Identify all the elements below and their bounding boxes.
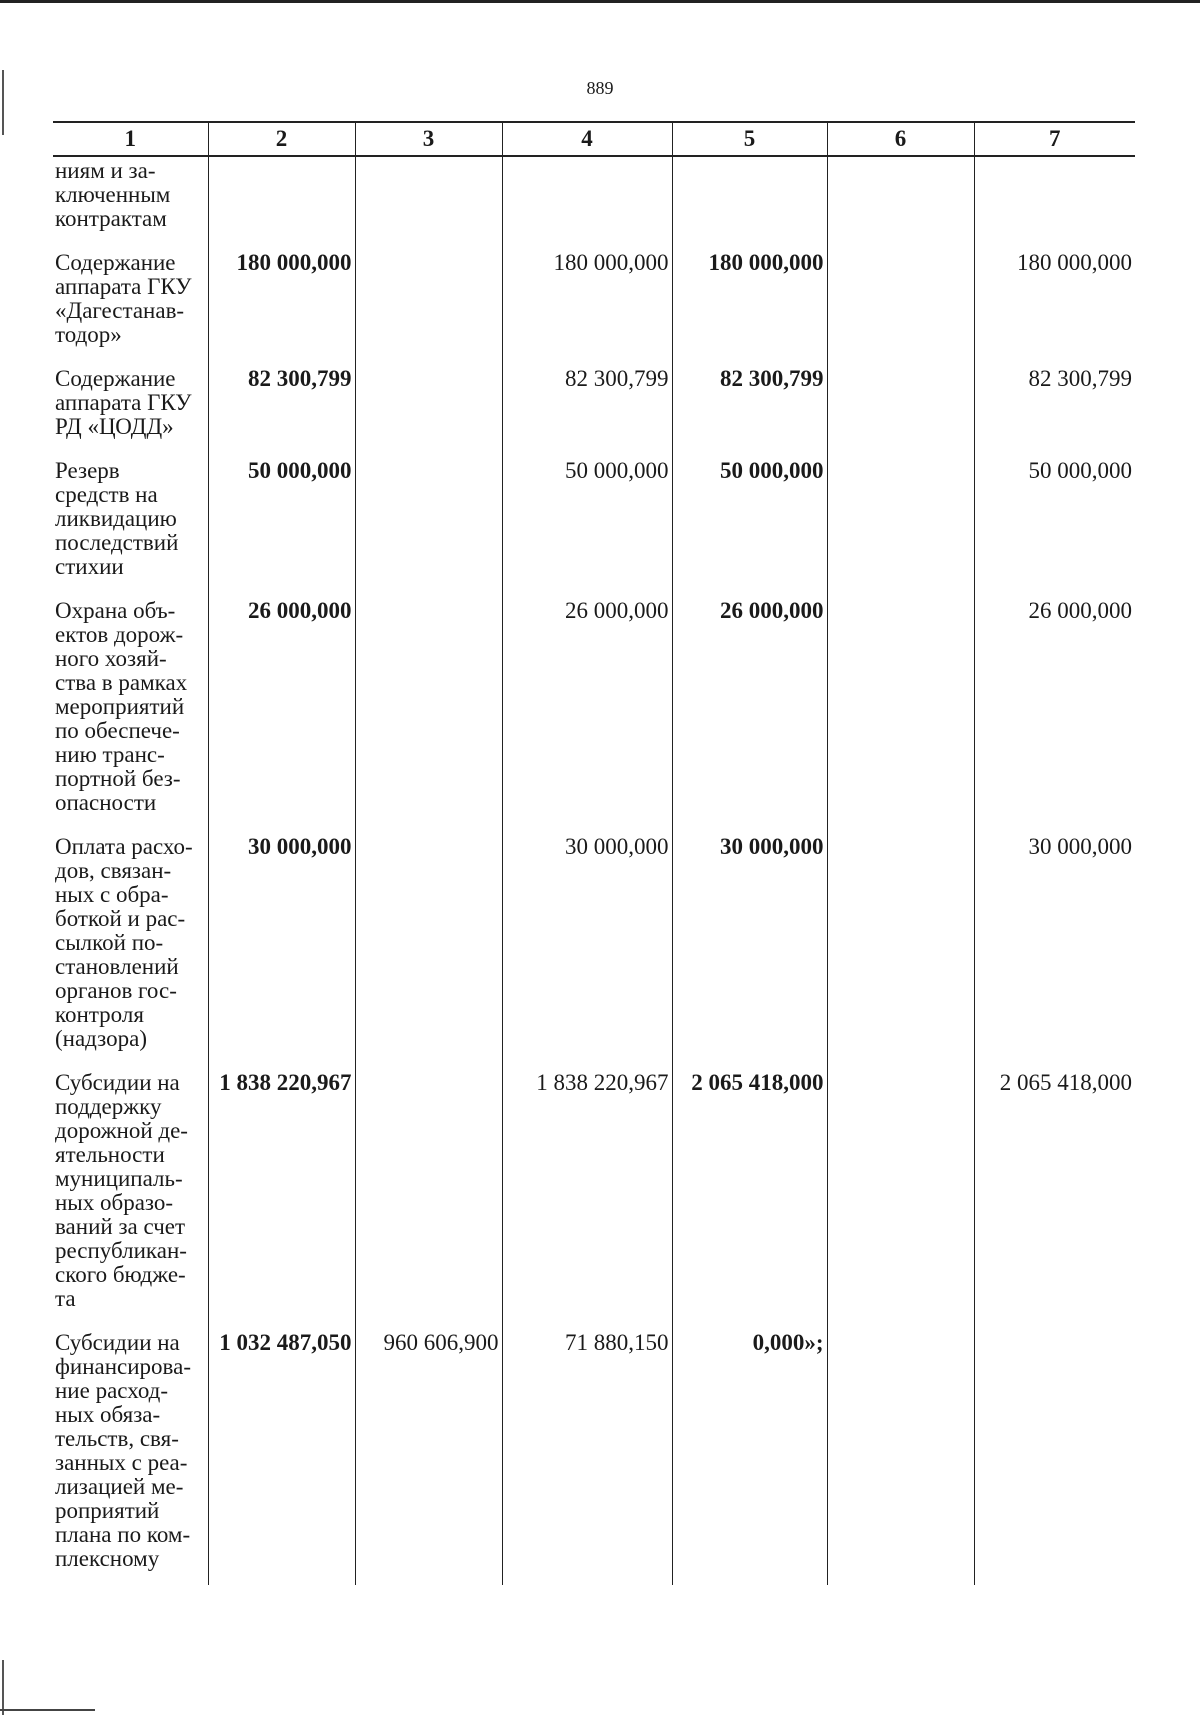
row-item-name: Оплата расхо- дов, связан- ных с обра- боткой и рас- сылкой по- становлений органов гос- контроля (надзора) (55, 834, 193, 1051)
cell-col-3 (355, 593, 502, 829)
table-header-row (53, 122, 1135, 156)
cell-col-6 (827, 245, 974, 361)
cell-col-2: 1 032 487,050 (208, 1325, 355, 1585)
column-header: 1 (53, 122, 208, 156)
cell-col-6 (827, 361, 974, 453)
cell-col-2: 1 838 220,967 (208, 1065, 355, 1325)
row-item-name: ниям и за- ключенным контрактам (55, 158, 171, 231)
page-bottom-edge (0, 1709, 95, 1711)
cell-col-5: 180 000,000 (672, 245, 827, 361)
page-top-edge (0, 0, 1200, 3)
cell-col-2 (208, 156, 355, 245)
cell-col-2: 30 000,000 (208, 829, 355, 1065)
cell-col-7: 30 000,000 (974, 829, 1135, 1065)
cell-col-4: 82 300,799 (502, 361, 672, 453)
cell-col-7: 2 065 418,000 (974, 1065, 1135, 1325)
cell-col-5: 0,000»; (672, 1325, 827, 1585)
cell-col-4: 50 000,000 (502, 453, 672, 593)
cell-col-5 (672, 156, 827, 245)
column-header: 7 (974, 122, 1135, 156)
cell-col-6 (827, 156, 974, 245)
table-row (53, 453, 1135, 593)
cell-col-5: 26 000,000 (672, 593, 827, 829)
cell-col-4 (502, 156, 672, 245)
cell-col-3 (355, 361, 502, 453)
row-item-name: Субсидии на поддержку дорожной де- ятельности муниципаль- ных образо- ваний за счет республикан- ского бюдже- та (55, 1070, 188, 1311)
cell-col-5: 50 000,000 (672, 453, 827, 593)
column-header: 5 (672, 122, 827, 156)
cell-col-3 (355, 1065, 502, 1325)
cell-col-7 (974, 1325, 1135, 1585)
row-item-name: Содержание аппарата ГКУ РД «ЦОДД» (55, 366, 192, 439)
table-row (53, 156, 1135, 245)
cell-col-4: 26 000,000 (502, 593, 672, 829)
cell-col-7: 82 300,799 (974, 361, 1135, 453)
cell-col-7: 180 000,000 (974, 245, 1135, 361)
table-row (53, 361, 1135, 453)
page-number: 889 (586, 78, 614, 98)
cell-col-2: 50 000,000 (208, 453, 355, 593)
column-header: 3 (355, 122, 502, 156)
cell-col-2: 26 000,000 (208, 593, 355, 829)
row-item-name: Охрана объ- ектов дорож- ного хозяй- ства в рамках мероприятий по обеспече- нию транс- портной без- опасности (55, 598, 188, 815)
scan-left-mark (2, 70, 4, 135)
cell-col-3 (355, 829, 502, 1065)
cell-col-5: 2 065 418,000 (672, 1065, 827, 1325)
cell-col-3 (355, 245, 502, 361)
cell-col-2: 82 300,799 (208, 361, 355, 453)
cell-col-4: 1 838 220,967 (502, 1065, 672, 1325)
table-row (53, 1065, 1135, 1325)
cell-col-3: 960 606,900 (355, 1325, 502, 1585)
cell-col-5: 82 300,799 (672, 361, 827, 453)
cell-col-4: 71 880,150 (502, 1325, 672, 1585)
cell-col-4: 180 000,000 (502, 245, 672, 361)
cell-col-7 (974, 156, 1135, 245)
column-header: 2 (208, 122, 355, 156)
column-header: 6 (827, 122, 974, 156)
table-row (53, 593, 1135, 829)
row-item-name: Субсидии на финансирова- ние расход- ных обяза- тельств, свя- занных с реа- лизацией ме- роприятий плана по ком- плексному (55, 1330, 191, 1571)
cell-col-6 (827, 1065, 974, 1325)
cell-col-7: 26 000,000 (974, 593, 1135, 829)
row-item-name: Резерв средств на ликвидацию последствий стихии (55, 458, 179, 579)
cell-col-6 (827, 593, 974, 829)
table-row (53, 1325, 1135, 1585)
cell-col-6 (827, 1325, 974, 1585)
cell-col-2: 180 000,000 (208, 245, 355, 361)
cell-col-4: 30 000,000 (502, 829, 672, 1065)
row-item-name: Содержание аппарата ГКУ «Дагестанав- тодор» (55, 250, 192, 347)
cell-col-7: 50 000,000 (974, 453, 1135, 593)
cell-col-3 (355, 453, 502, 593)
table-row (53, 245, 1135, 361)
cell-col-5: 30 000,000 (672, 829, 827, 1065)
table-row (53, 829, 1135, 1065)
cell-col-3 (355, 156, 502, 245)
column-header: 4 (502, 122, 672, 156)
budget-table (53, 121, 1135, 1585)
cell-col-6 (827, 453, 974, 593)
cell-col-6 (827, 829, 974, 1065)
scan-left-mark (2, 1660, 4, 1715)
